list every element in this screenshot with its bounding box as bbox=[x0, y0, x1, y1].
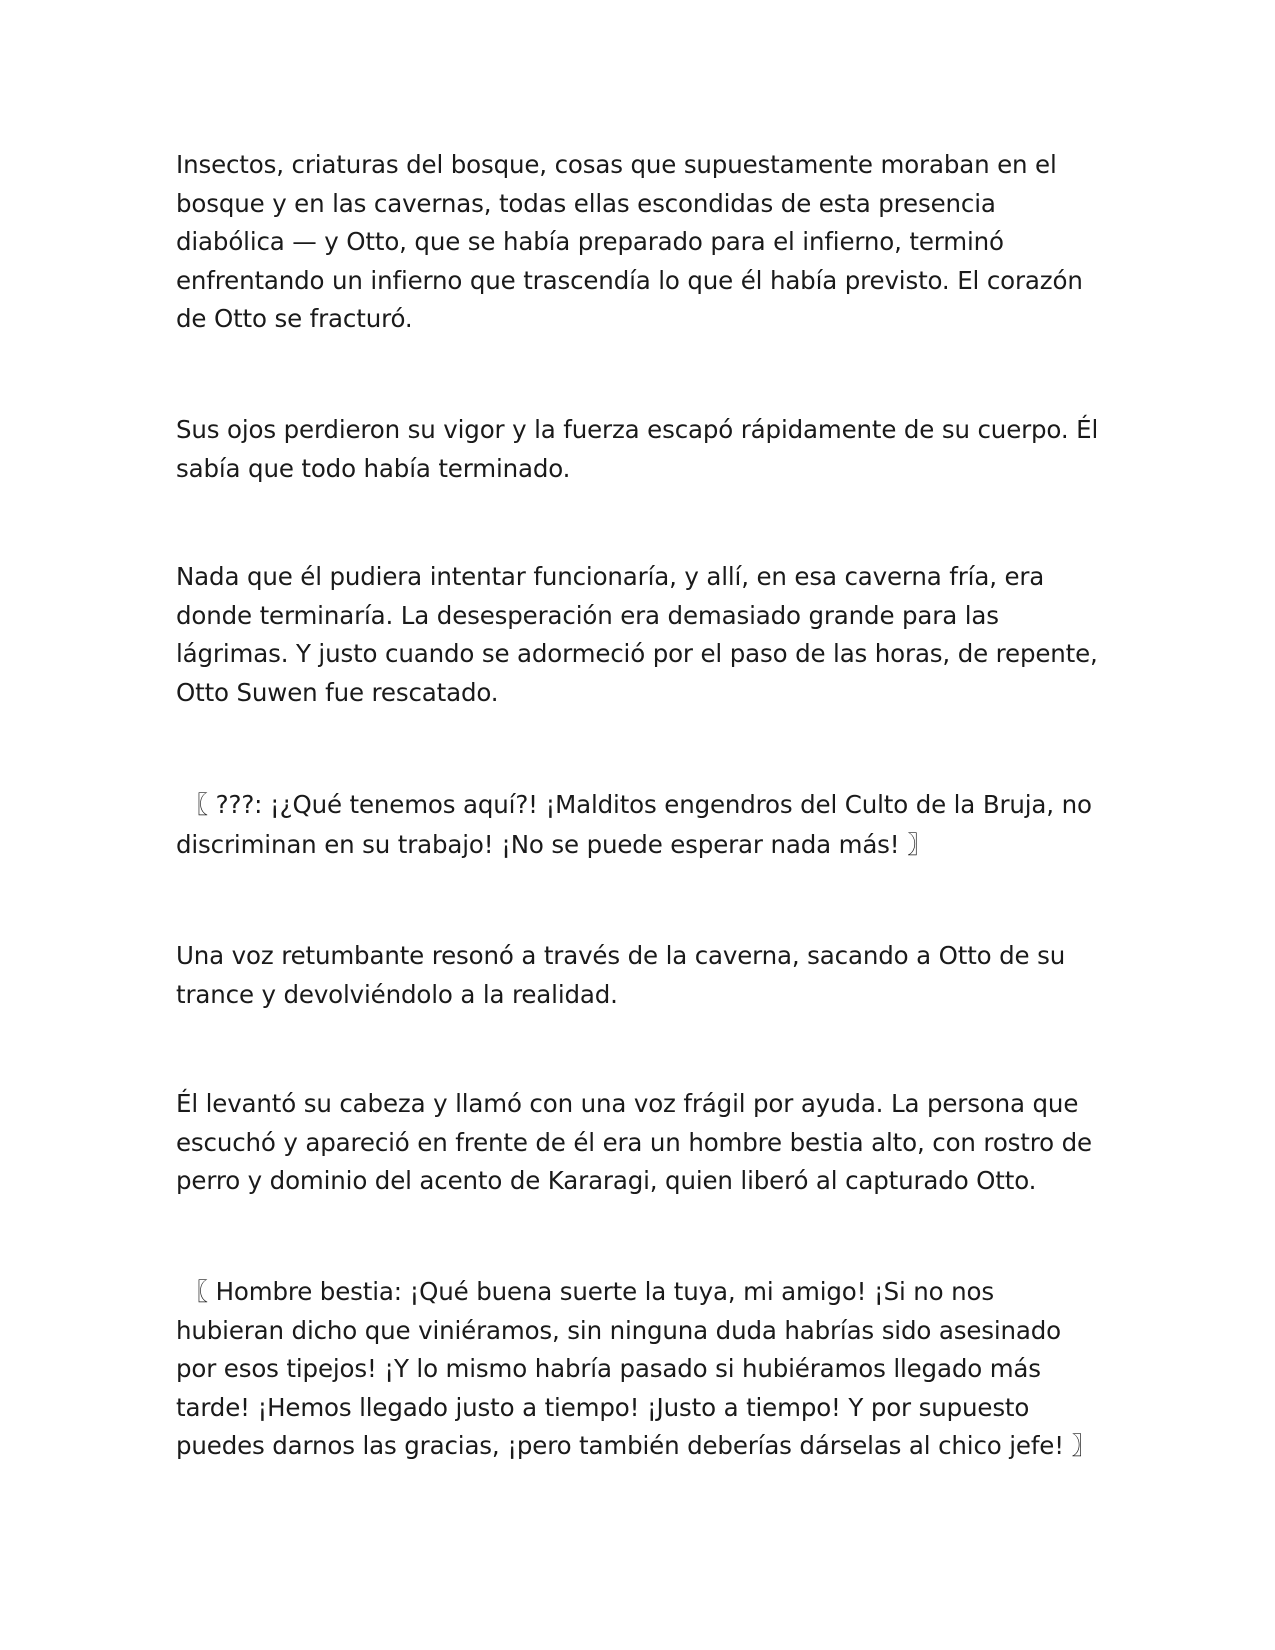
paragraph-3: Nada que él pudiera intentar funcionaría, y allí, en esa caverna fría, era donde terminaría. La desesperación era demasiado grande para las lágrimas. Y justo cuando se adormeció por el paso de las horas, de repente, Otto Suwen fue rescatado. bbox=[176, 562, 1098, 707]
paragraph-5: Una voz retumbante resonó a través de la caverna, sacando a Otto de su trance y devolviéndolo a la realidad. bbox=[176, 941, 1066, 1009]
paragraph-6: Él levantó su cabeza y llamó con una voz frágil por ayuda. La persona que escuchó y apareció en frente de él era un hombre bestia alto, con rostro de perro y dominio del acento de Kararagi, quien liberó al capturado Otto. bbox=[176, 1089, 1092, 1195]
dialogue-paragraph-1: 〖 ???: ¡¿Qué tenemos aquí?! ¡Malditos engendros del Culto de la Bruja, no discriminan en su trabajo! ¡No se puede esperar nada más! 〗 bbox=[176, 790, 1092, 859]
paragraph-2: Sus ojos perdieron su vigor y la fuerza escapó rápidamente de su cuerpo. Él sabía que todo había terminado. bbox=[176, 415, 1099, 483]
paragraph-1: Insectos, criaturas del bosque, cosas que supuestamente moraban en el bosque y en las cavernas, todas ellas escondidas de esta presencia diabólica — y Otto, que se había preparado para el infierno, terminó enfrentando un infierno que trascendía lo que él había previsto. El corazón de Otto se fracturó. bbox=[176, 150, 1083, 333]
dialogue-paragraph-2: 〖 Hombre bestia: ¡Qué buena suerte la tuya, mi amigo! ¡Si no nos hubieran dicho que viniéramos, sin ninguna duda habrías sido asesinado por esos tipejos! ¡Y lo mismo habría pasado si hubiéramos llegado más tarde! ¡Hemos llegado justo a tiempo! ¡Justo a tiempo! Y por supuesto puedes darnos las gracias, ¡pero también deberías dárselas al chico jefe! 〗 bbox=[176, 1277, 1096, 1460]
